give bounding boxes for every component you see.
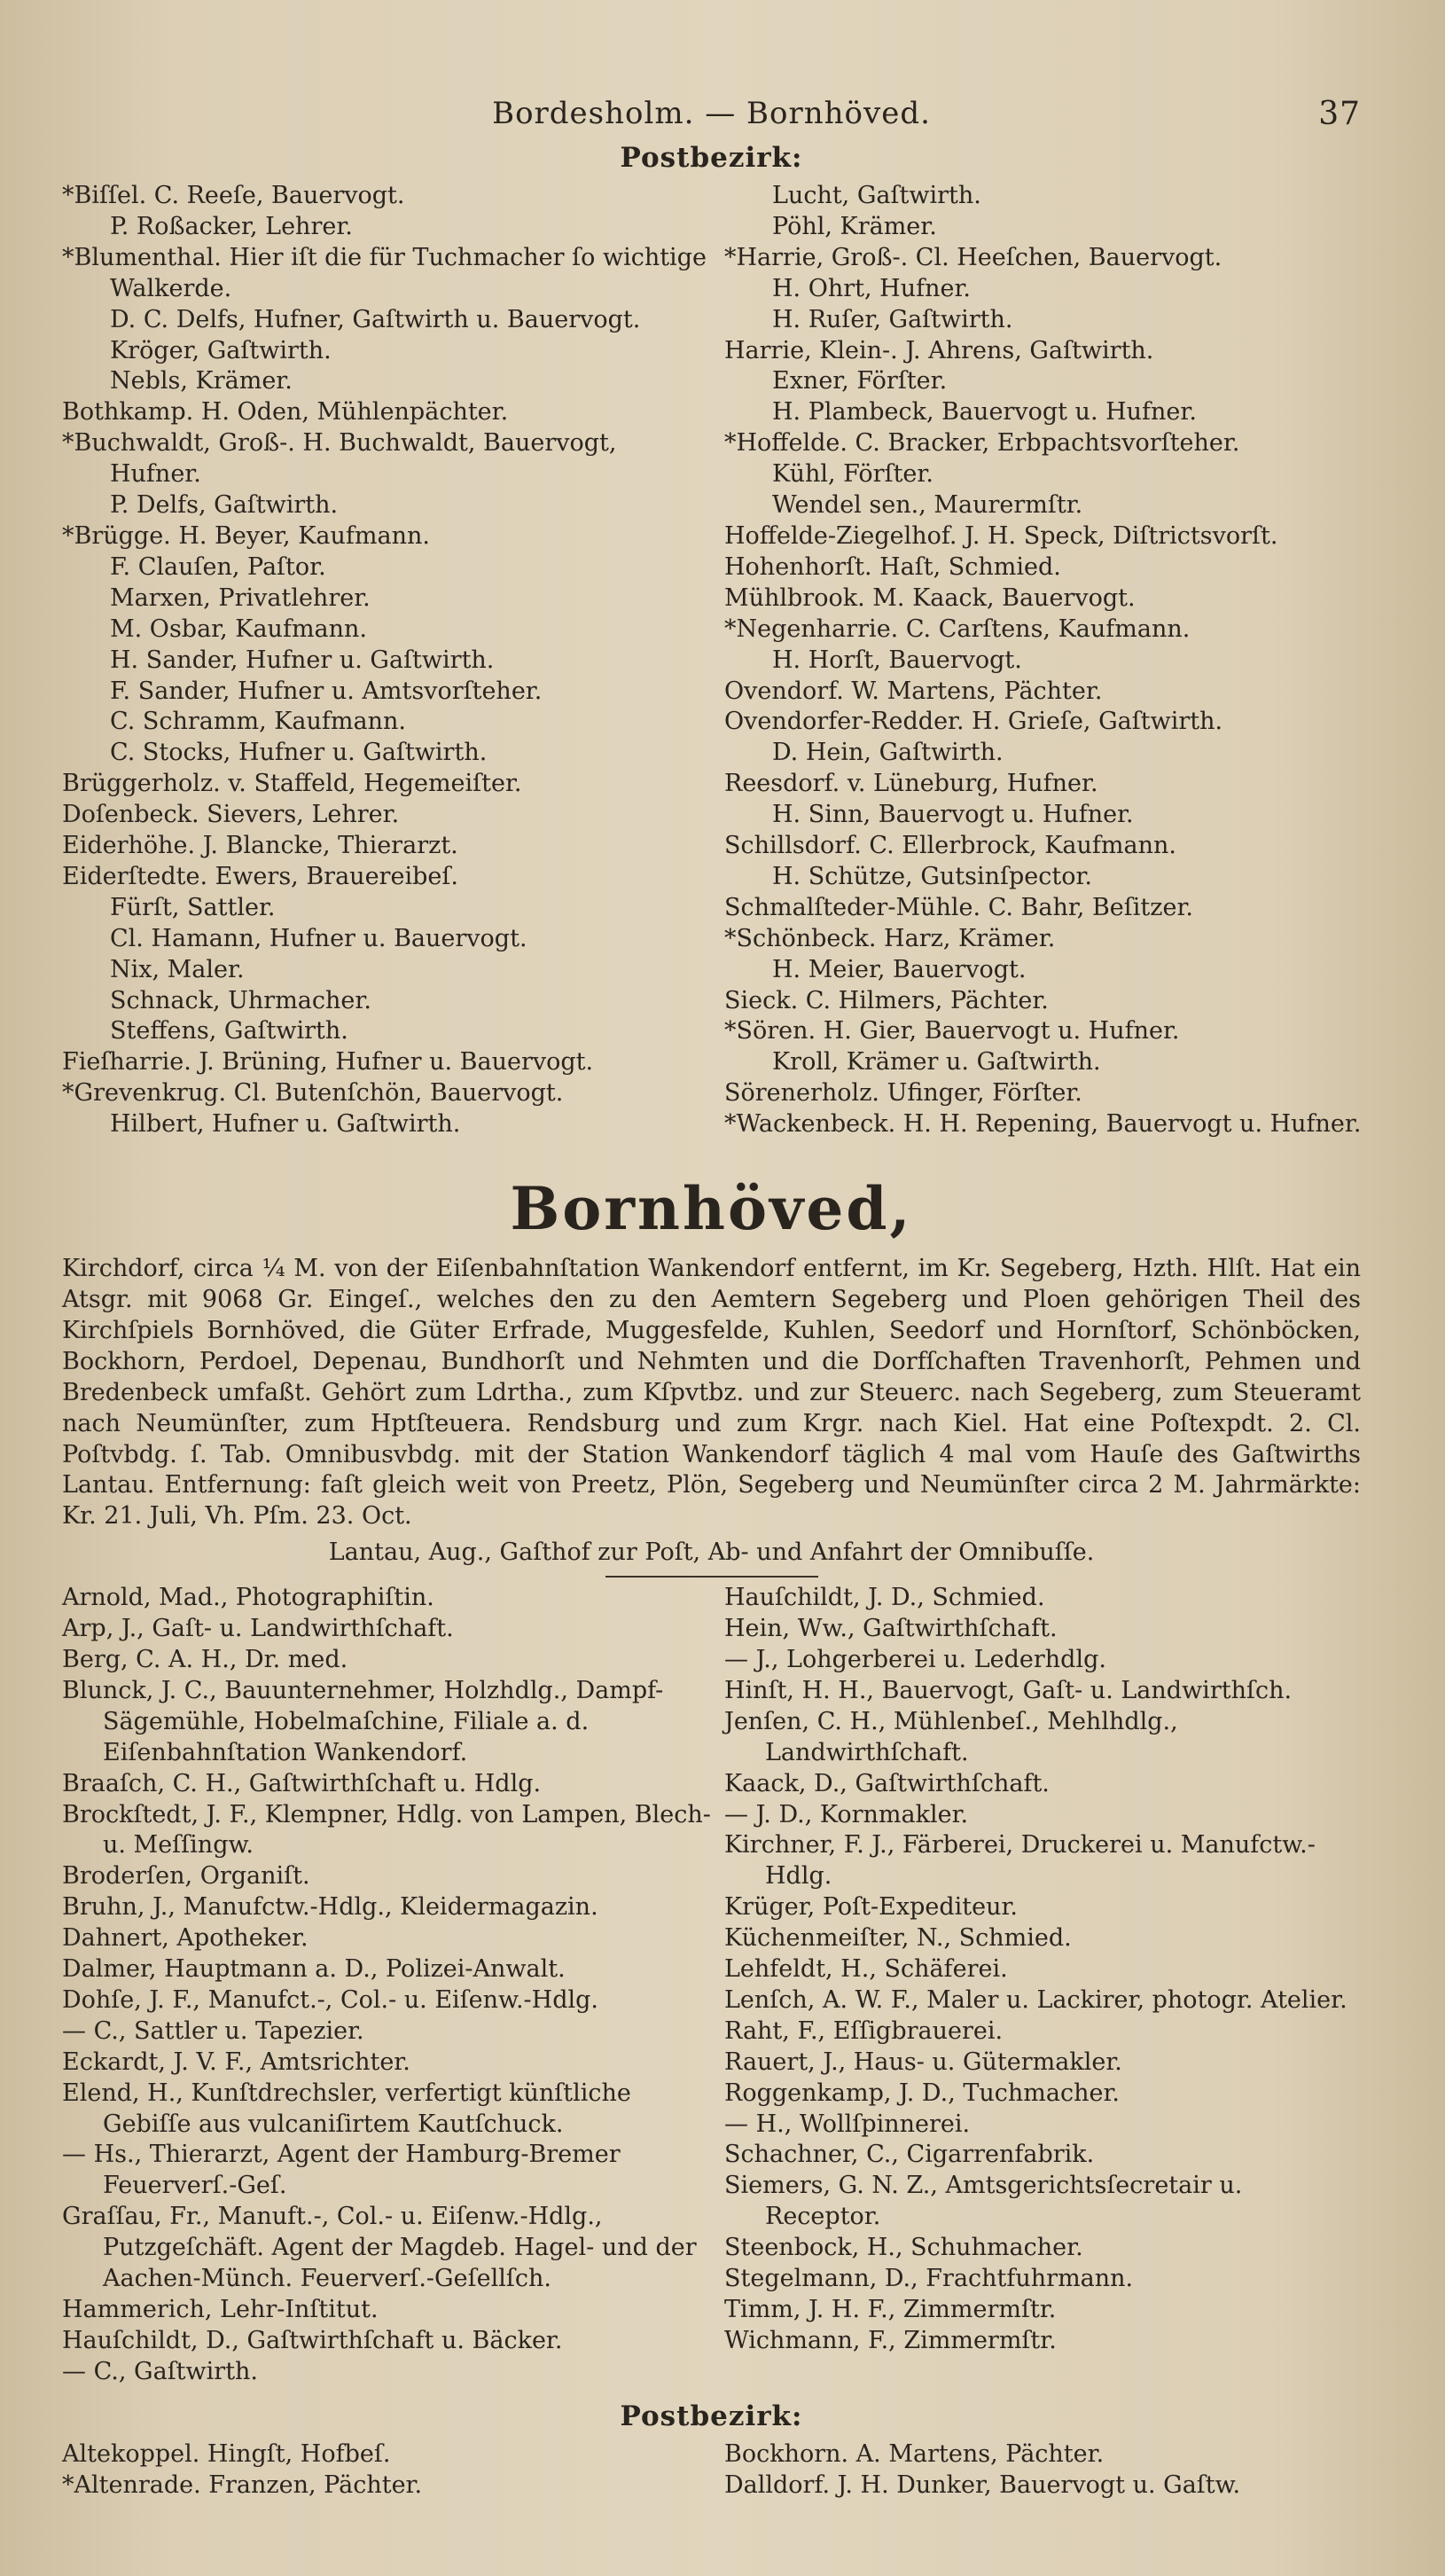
locality-entry: Bothkamp. H. Oden, Mühlenpächter. <box>62 398 509 427</box>
locality-entry: Bockhorn. A. Martens, Pächter. <box>724 2439 1105 2468</box>
resident-entry: Lenſch, A. W. F., Maler u. Lackirer, photogr. Atelier. <box>724 1985 1347 2014</box>
locality-entry: *Blumenthal. Hier iſt die für Tuchmacher ſo wichtige Walkerde. <box>62 243 707 302</box>
locality-entry: *Buchwaldt, Groß-. H. Buchwaldt, Bauervogt, Hufner. <box>62 429 617 489</box>
postbezirk-right-column <box>724 181 1361 1140</box>
resident-entry: Dahnert, Apotheker. <box>62 1924 309 1953</box>
locality-entry: Nebls, Krämer. <box>110 367 293 395</box>
locality-entry: Pöhl, Krämer. <box>772 212 937 240</box>
locality-entry: D. Hein, Gaſtwirth. <box>772 739 1004 767</box>
locality-entry: M. Osbar, Kaufmann. <box>110 615 367 643</box>
locality-entry: *Sören. H. Gier, Bauervogt u. Hufner. <box>724 1017 1180 1045</box>
locality-entry: Lucht, Gaſtwirth. <box>772 182 981 209</box>
locality-entry: Wendel sen., Maurermſtr. <box>772 491 1083 520</box>
resident-entry: Schachner, C., Cigarrenfabrik. <box>724 2141 1095 2169</box>
resident-entry: — J., Lohgerberei u. Lederhdlg. <box>724 1645 1106 1673</box>
locality-entry: Brüggerholz. v. Staffeld, Hegemeiſter. <box>62 770 522 798</box>
locality-entry: Altekoppel. Hingſt, Hofbeſ. <box>62 2439 391 2468</box>
resident-entry: Arnold, Mad., Photographiſtin. <box>62 1584 434 1612</box>
locality-entry: *Biſſel. C. Reeſe, Bauervogt. <box>62 182 405 209</box>
locality-entry: Mühlbrook. M. Kaack, Bauervogt. <box>724 583 1136 612</box>
resident-entry: Roggenkamp, J. D., Tuchmacher. <box>724 2079 1120 2107</box>
resident-entry: Elend, H., Kunſtdrechsler, verfertigt künſtliche Gebiſſe aus vulcaniſirtem Kautſchuck. <box>62 2079 631 2138</box>
locality-entry: C. Schramm, Kaufmann. <box>110 708 406 736</box>
resident-entry: Hauſchildt, D., Gaſtwirthſchaft u. Bäcker. <box>62 2326 563 2354</box>
resident-entry: Siemers, G. N. Z., Amtsgerichtsſecretair u. Receptor. <box>724 2172 1243 2231</box>
featured-entry: Lantau, Aug., Gaſthof zur Poſt, Ab- und Anfahrt der Omnibuſſe. <box>328 1539 1095 1567</box>
locality-entry: Fieſharrie. J. Brüning, Hufner u. Bauervogt. <box>62 1048 594 1077</box>
resident-entry: Hinſt, H. H., Bauervogt, Gaſt- u. Landwirthſch. <box>724 1676 1293 1704</box>
resident-entry: Kirchner, F. J., Färberei, Druckerei u. Manufctw.-Hdlg. <box>724 1831 1316 1891</box>
resident-entry: Bruhn, J., Manufctw.-Hdlg., Kleidermagazin. <box>62 1893 598 1922</box>
locality-entry: Schmalſteder-Mühle. C. Bahr, Beſitzer. <box>724 893 1193 921</box>
resident-entry: Hauſchildt, J. D., Schmied. <box>724 1584 1045 1612</box>
resident-entry: Steenbock, H., Schuhmacher. <box>724 2234 1083 2262</box>
resident-entry: Graſſau, Fr., Manuft.-, Col.- u. Eiſenw.-Hdlg., Putzgeſchäft. Agent der Magdeb. Hagel- und der Aachen-Münch. Feuerverſ.-Geſellſch. <box>62 2203 697 2293</box>
page-number: 37 <box>1318 96 1361 132</box>
postbezirk2-right-column <box>724 2439 1361 2502</box>
resident-entry: Hein, Ww., Gaſtwirthſchaft. <box>724 1615 1058 1643</box>
locality-entry: Reesdorf. v. Lüneburg, Hufner. <box>724 770 1098 798</box>
resident-entry: Hammerich, Lehr-Inſtitut. <box>62 2296 379 2323</box>
locality-entry: Ovendorf. W. Martens, Pächter. <box>724 677 1103 705</box>
locality-entry: Marxen, Privatlehrer. <box>110 583 371 612</box>
locality-entry: Sörenerholz. Ufinger, Förſter. <box>724 1079 1082 1108</box>
locality-entry: P. Delfs, Gaſtwirth. <box>110 491 339 520</box>
locality-entry: *Schönbeck. Harz, Krämer. <box>724 924 1056 952</box>
town-description: Kirchdorf, circa ¼ M. von der Eiſenbahnſtation Wankendorf entfernt, im Kr. Segeberg, Hzth. Hlſt. Hat ein Atsgr. mit 9068 Gr. Eingeſ., welches den zu den Aemtern Segeberg und Ploen gehörigen Theil des Kirchſpiels Bornhöved, die Güter Erfrade, Muggesfelde, Kuhlen, Seedorf und Hornſtorf, Schönböcken, Bockhorn, Perdoel, Depenau, Bundhorſt und Nehmten und die Dorfſchaften Travenhorſt, Pehmen und Bredenbeck umfaßt. Gehört zum Ldrtha., zum Kſpvtbz. und zur Steuerc. nach Segeberg, zum Steueramt nach Neumünſter, zum Hptſteuera. Rendsburg und zum Krgr. nach Kiel. Hat eine Poſtexpdt. 2. Cl. Poſtvbdg. ſ. Tab. Omnibusvbdg. mit der Station Wankendorf täglich 4 mal vom Hauſe des Gaſtwirths Lantau. Entfernung: faſt gleich weit von Preetz, Plön, Segeberg und Neumünſter circa 2 M. Jahrmärkte: Kr. 21. Juli, Vh. Pſm. 23. Oct. <box>62 1255 1361 1531</box>
postbezirk-listing <box>62 181 1361 1140</box>
resident-entry: Wichmann, F., Zimmermſtr. <box>724 2326 1057 2354</box>
resident-entry: Dalmer, Hauptmann a. D., Polizei-Anwalt. <box>62 1955 566 1984</box>
locality-entry: Eiderſtedte. Ewers, Brauereibeſ. <box>62 862 458 890</box>
resident-entry: — Hs., Thierarzt, Agent der Hamburg-Bremer Feuerverſ.-Geſ. <box>62 2141 621 2200</box>
locality-entry: Hoffelde-Ziegelhof. J. H. Speck, Diſtrictsvorſt. <box>724 521 1278 550</box>
locality-entry: D. C. Delfs, Hufner, Gaſtwirth u. Bauervogt. <box>110 305 641 333</box>
resident-entry: Stegelmann, D., Frachtfuhrmann. <box>724 2265 1134 2293</box>
resident-entry: Kaack, D., Gaſtwirthſchaft. <box>724 1769 1050 1797</box>
locality-entry: Nix, Maler. <box>110 955 245 983</box>
locality-entry: *Wackenbeck. H. H. Repening, Bauervogt u. Hufner. <box>724 1110 1361 1139</box>
resident-entry: Dohſe, J. F., Manufct.-, Col.- u. Eiſenw.-Hdlg. <box>62 1985 598 2014</box>
locality-entry: Fürſt, Sattler. <box>110 893 276 921</box>
locality-entry: H. Sinn, Bauervogt u. Hufner. <box>772 801 1134 829</box>
locality-entry: H. Horſt, Bauervogt. <box>772 646 1022 674</box>
resident-entry: — C., Gaſtwirth. <box>62 2357 259 2385</box>
postbezirk-heading-2: Postbezirk: <box>620 2400 803 2432</box>
directory-left-column <box>62 1583 714 2388</box>
resident-entry: Arp, J., Gaſt- u. Landwirthſchaft. <box>62 1615 454 1643</box>
divider <box>605 1576 818 1578</box>
locality-entry: Kröger, Gaſtwirth. <box>110 336 332 364</box>
locality-entry: Exner, Förſter. <box>772 367 948 395</box>
locality-entry: F. Clauſen, Paſtor. <box>110 552 326 581</box>
locality-entry: *Grevenkrug. Cl. Butenſchön, Bauervogt. <box>62 1079 564 1108</box>
locality-entry: Hohenhorſt. Haſt, Schmied. <box>724 552 1061 581</box>
locality-entry: *Hoffelde. C. Bracker, Erbpachtsvorſteher. <box>724 429 1240 458</box>
locality-entry: Kroll, Krämer u. Gaſtwirth. <box>772 1048 1101 1077</box>
locality-entry: H. Schütze, Gutsinſpector. <box>772 862 1093 890</box>
resident-entry: Eckardt, J. V. F., Amtsrichter. <box>62 2047 410 2076</box>
locality-entry: *Altenrade. Franzen, Pächter. <box>62 2470 423 2499</box>
running-title: Bordesholm. — Bornhöved. <box>492 96 931 131</box>
locality-entry: Eiderhöhe. J. Blancke, Thierarzt. <box>62 832 458 860</box>
postbezirk-listing-2 <box>62 2439 1361 2502</box>
locality-entry: P. Roßacker, Lehrer. <box>110 212 353 240</box>
locality-entry: Doſenbeck. Sievers, Lehrer. <box>62 801 400 829</box>
locality-entry: *Brügge. H. Beyer, Kaufmann. <box>62 521 430 550</box>
locality-entry: Cl. Hamann, Hufner u. Bauervogt. <box>110 924 527 952</box>
postbezirk-left-column <box>62 181 714 1140</box>
resident-directory <box>62 1583 1361 2388</box>
resident-entry: Timm, J. H. F., Zimmermſtr. <box>724 2296 1057 2323</box>
locality-entry: H. Ruſer, Gaſtwirth. <box>772 305 1013 333</box>
resident-entry: — H., Wollſpinnerei. <box>724 2110 971 2138</box>
locality-entry: *Negenharrie. C. Carſtens, Kaufmann. <box>724 615 1191 643</box>
resident-entry: Brockſtedt, J. F., Klempner, Hdlg. von Lampen, Blech- u. Meſſingw. <box>62 1800 711 1860</box>
resident-entry: Lehfeldt, H., Schäferei. <box>724 1955 1008 1984</box>
locality-entry: Ovendorfer-Redder. H. Grieſe, Gaſtwirth. <box>724 708 1223 736</box>
town-title: Bornhöved, <box>510 1174 913 1244</box>
locality-entry: *Harrie, Groß-. Cl. Heeſchen, Bauervogt. <box>724 243 1222 271</box>
locality-entry: Steffens, Gaſtwirth. <box>110 1017 348 1045</box>
locality-entry: C. Stocks, Hufner u. Gaſtwirth. <box>110 739 488 767</box>
resident-entry: Krüger, Poſt-Expediteur. <box>724 1893 1018 1922</box>
resident-entry: Broderſen, Organiſt. <box>62 1862 310 1891</box>
directory-right-column <box>724 1583 1361 2388</box>
locality-entry: H. Ohrt, Hufner. <box>772 274 971 302</box>
resident-entry: Rauert, J., Haus- u. Gütermakler. <box>724 2047 1122 2076</box>
postbezirk2-left-column <box>62 2439 714 2502</box>
running-head <box>62 96 1361 140</box>
resident-entry: — C., Sattler u. Tapezier. <box>62 2016 364 2045</box>
locality-entry: Dalldorf. J. H. Dunker, Bauervogt u. Gaſtw. <box>724 2470 1241 2499</box>
resident-entry: Blunck, J. C., Bauunternehmer, Holzhdlg., Dampf-Sägemühle, Hobelmaſchine, Filiale a. d. Eiſenbahnſtation Wankendorf. <box>62 1676 664 1766</box>
locality-entry: H. Meier, Bauervogt. <box>772 955 1027 983</box>
resident-entry: Braaſch, C. H., Gaſtwirthſchaft u. Hdlg. <box>62 1769 542 1797</box>
locality-entry: Sieck. C. Hilmers, Pächter. <box>724 986 1049 1014</box>
locality-entry: Harrie, Klein-. J. Ahrens, Gaſtwirth. <box>724 336 1154 364</box>
locality-entry: Kühl, Förſter. <box>772 460 933 489</box>
locality-entry: H. Plambeck, Bauervogt u. Hufner. <box>772 398 1197 427</box>
resident-entry: Berg, C. A. H., Dr. med. <box>62 1645 348 1673</box>
resident-entry: — J. D., Kornmakler. <box>724 1800 969 1828</box>
postbezirk-heading: Postbezirk: <box>620 142 803 174</box>
locality-entry: Schillsdorf. C. Ellerbrock, Kaufmann. <box>724 832 1176 860</box>
locality-entry: F. Sander, Hufner u. Amtsvorſteher. <box>110 677 543 705</box>
locality-entry: Hilbert, Hufner u. Gaſtwirth. <box>110 1110 461 1139</box>
locality-entry: H. Sander, Hufner u. Gaſtwirth. <box>110 646 495 674</box>
resident-entry: Raht, F., Eſſigbrauerei. <box>724 2016 1004 2045</box>
locality-entry: Schnack, Uhrmacher. <box>110 986 371 1014</box>
resident-entry: Küchenmeiſter, N., Schmied. <box>724 1924 1072 1953</box>
resident-entry: Jenſen, C. H., Mühlenbeſ., Mehlhdlg., Landwirthſchaft. <box>724 1707 1178 1766</box>
